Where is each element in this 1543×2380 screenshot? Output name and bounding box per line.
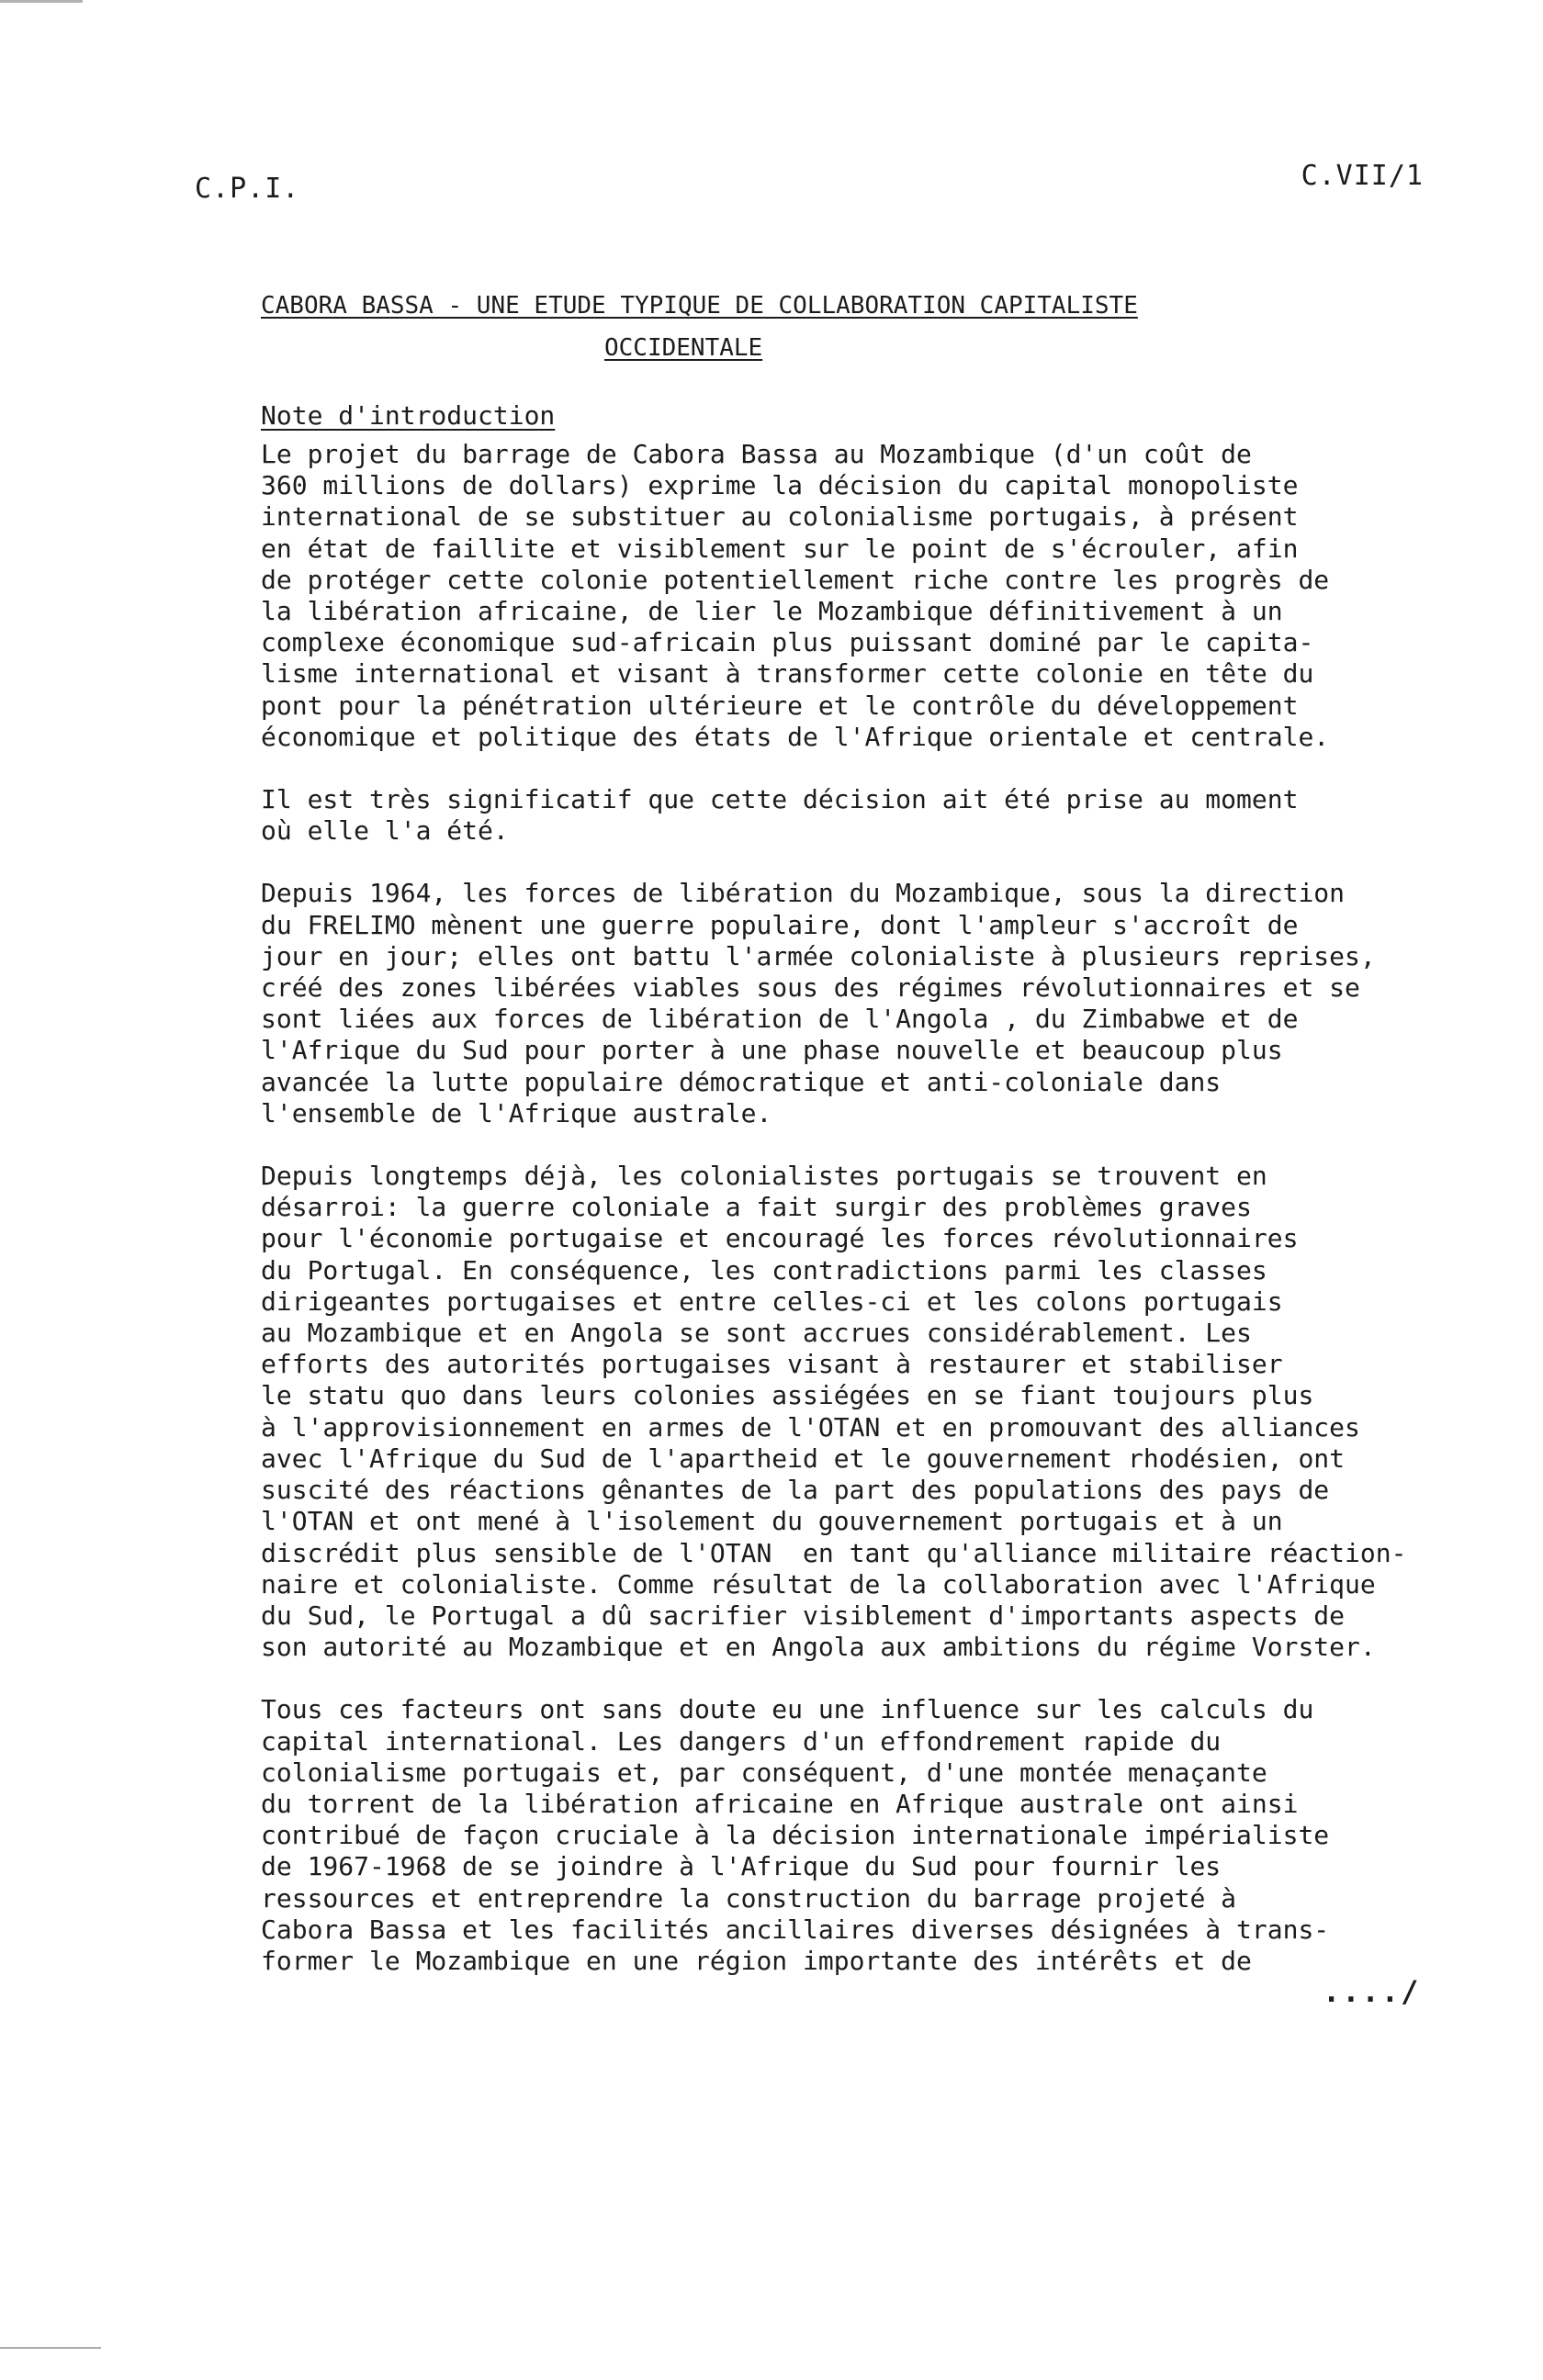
document-title-line1: CABORA BASSA - UNE ETUDE TYPIQUE DE COLLABORATION CAPITALISTE (261, 292, 1138, 320)
paragraph-5: Tous ces facteurs ont sans doute eu une influence sur les calculs du capital international. Les dangers d'un effondrement rapide du colonialisme portugais et, par conséquent, d'une montée menaçante du torrent de la libération africaine en Afrique australe ont ainsi contribué de façon cruciale à la décision internationale impérialiste de 1967-1968 de se joindre à l'Afrique du Sud pour fournir les ressources et entreprendre la construction du barrage projeté à Cabora Bassa et les facilités ancillaires diverses désignées à trans- former le Mozambique en une région importante des intérêts et de (261, 1694, 1330, 1976)
document-code-right: C.VII/1 (1301, 160, 1424, 192)
scan-artifact-bottom (0, 2347, 101, 2349)
body-text (261, 439, 1473, 2008)
paragraph-3: Depuis 1964, les forces de libération du Mozambique, sous la direction du FRELIMO mènent une guerre populaire, dont l'ampleur s'accroît de jour en jour; elles ont battu l'armée colonialiste à plusieurs reprises, créé des zones libérées viables sous des régimes révolutionnaires et se sont liées aux forces de libération de l'Angola , du Zimbabwe et de l'Afrique du Sud pour porter à une phase nouvelle et beaucoup plus avancée la lutte populaire démocratique et anti-coloniale dans l'ensemble de l'Afrique australe. (261, 878, 1376, 1128)
continuation-mark: ..../ (1323, 1974, 1421, 2009)
document-title-line2: OCCIDENTALE (604, 334, 763, 362)
document-code-left: C.P.I. (195, 173, 300, 205)
paragraph-4: Depuis longtemps déjà, les colonialistes portugais se trouvent en désarroi: la guerre coloniale a fait surgir des problèmes graves pour l'économie portugaise et encouragé les forces révolutionnaires du Portugal. En conséquence, les contradictions parmi les classes dirigeantes portugaises et entre celles-ci et les colons portugais au Mozambique et en Angola se sont accrues considérablement. Les efforts des autorités portugaises visant à restaurer et stabiliser le statu quo dans leurs colonies assiégées en se fiant toujours plus à l'approvisionnement en armes de l'OTAN et en promouvant des alliances avec l'Afrique du Sud de l'apartheid et le gouvernement rhodésien, ont suscité des réactions gênantes de la part des populations des pays de l'OTAN et ont mené à l'isolement du gouvernement portugais et à un discrédit plus sensible de l'OTAN en tant qu'alliance militaire réaction- naire et colonialiste. Comme résultat de la collaboration avec l'Afrique du Sud, le Portugal a dû sacrifier visiblement d'importants aspects de son autorité au Mozambique et en Angola aux ambitions du régime Vorster. (261, 1161, 1407, 1663)
section-heading: Note d'introduction (261, 400, 556, 431)
paragraph-1: Le projet du barrage de Cabora Bassa au Mozambique (d'un coût de 360 millions de dollars) exprime la décision du capital monopoliste international de se substituer au colonialisme portugais, à présent en état de faillite et visiblement sur le point de s'écrouler, afin de protéger cette colonie potentiellement riche contre les progrès de la libération africaine, de lier le Mozambique définitivement à un complexe économique sud-africain plus puissant dominé par le capita- lisme international et visant à transformer cette colonie en tête du pont pour la pénétration ultérieure et le contrôle du développement économique et politique des états de l'Afrique orientale et centrale. (261, 439, 1330, 752)
scan-artifact-top (0, 0, 83, 3)
paragraph-2: Il est très significatif que cette décision ait été prise au moment où elle l'a été. (261, 784, 1299, 847)
